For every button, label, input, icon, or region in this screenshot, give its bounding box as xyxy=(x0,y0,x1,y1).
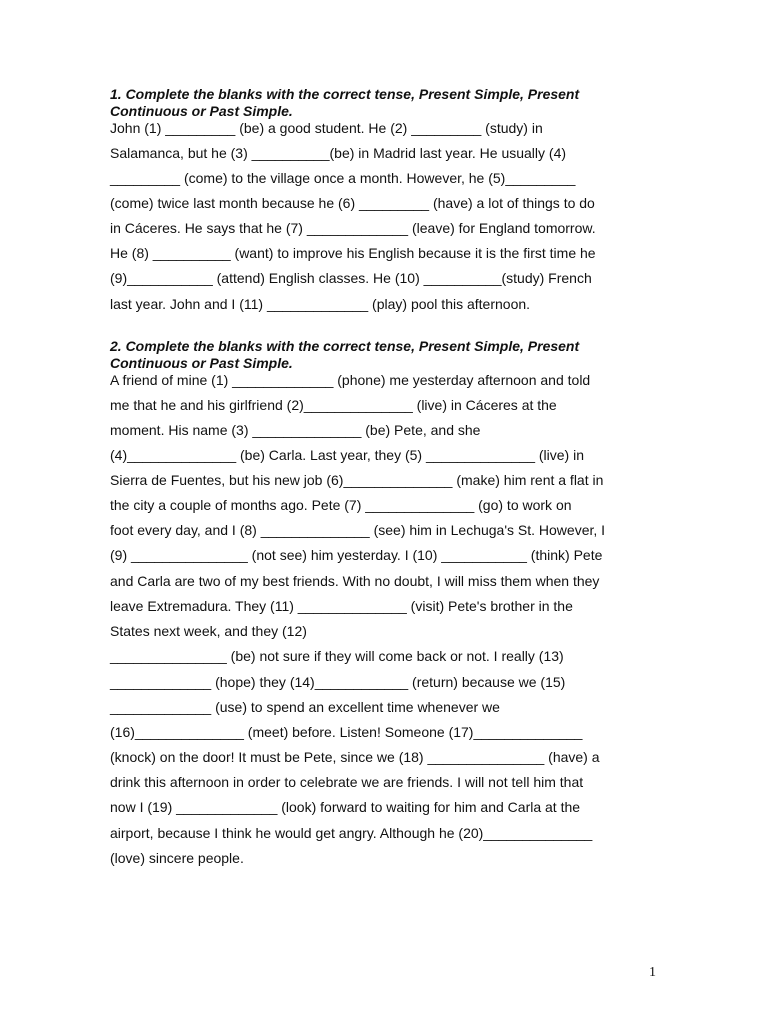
exercise-1-line: Salamanca, but he (3) __________(be) in Madrid last year. He usually (4) xyxy=(110,145,567,161)
exercise-2-line: (16)______________ (meet) before. Listen! Someone (17)______________ xyxy=(110,724,583,740)
exercise-2-line: me that he and his girlfriend (2)______________ (live) in Cáceres at the xyxy=(110,397,557,413)
exercise-1-line: He (8) __________ (want) to improve his English because it is the first time he xyxy=(110,245,596,261)
exercise-2-line: leave Extremadura. They (11) ______________ (visit) Pete's brother in the xyxy=(110,598,573,614)
exercise-1-heading-line-2: Continuous or Past Simple. xyxy=(110,103,293,119)
exercise-2-line: now I (19) _____________ (look) forward to waiting for him and Carla at the xyxy=(110,799,581,815)
exercise-2-line: A friend of mine (1) _____________ (phone) me yesterday afternoon and told xyxy=(110,372,591,388)
exercise-2-line: _______________ (be) not sure if they will come back or not. I really (13) xyxy=(110,648,564,664)
exercise-2-line: drink this afternoon in order to celebrate we are friends. I will not tell him that xyxy=(110,774,584,790)
exercise-2-line: airport, because I think he would get angry. Although he (20)______________ xyxy=(110,825,593,841)
exercise-2-line: States next week, and they (12) xyxy=(110,623,307,639)
exercise-2-line: (9) _______________ (not see) him yesterday. I (10) ___________ (think) Pete xyxy=(110,547,603,563)
page-number: 1 xyxy=(649,965,656,980)
exercise-2-line: (love) sincere people. xyxy=(110,850,244,866)
exercise-2-line: and Carla are two of my best friends. With no doubt, I will miss them when they xyxy=(110,573,600,589)
exercise-2-line: _____________ (use) to spend an excellent time whenever we xyxy=(110,699,500,715)
exercise-2-line: _____________ (hope) they (14)____________ (return) because we (15) xyxy=(110,674,566,690)
exercise-1-line: (come) twice last month because he (6) _________ (have) a lot of things to do xyxy=(110,195,595,211)
exercise-2-heading-line-2: Continuous or Past Simple. xyxy=(110,355,293,371)
exercise-1-heading-line-1: 1. Complete the blanks with the correct tense, Present Simple, Present xyxy=(110,86,580,102)
exercise-2-line: Sierra de Fuentes, but his new job (6)______________ (make) him rent a flat in xyxy=(110,472,604,488)
exercise-2-heading-line-1: 2. Complete the blanks with the correct tense, Present Simple, Present xyxy=(110,338,580,354)
exercise-1-line: in Cáceres. He says that he (7) _____________ (leave) for England tomorrow. xyxy=(110,220,596,236)
exercise-1-line: last year. John and I (11) _____________ (play) pool this afternoon. xyxy=(110,296,531,312)
exercise-2-line: foot every day, and I (8) ______________ (see) him in Lechuga's St. However, I xyxy=(110,522,606,538)
exercise-2-line: moment. His name (3) ______________ (be) Pete, and she xyxy=(110,422,481,438)
exercise-1-line: _________ (come) to the village once a month. However, he (5)_________ xyxy=(110,170,576,186)
exercise-2-line: (4)______________ (be) Carla. Last year, they (5) ______________ (live) in xyxy=(110,447,584,463)
exercise-1-line: (9)___________ (attend) English classes. He (10) __________(study) French xyxy=(110,270,592,286)
exercise-1-line: John (1) _________ (be) a good student. He (2) _________ (study) in xyxy=(110,120,543,136)
exercise-2-line: (knock) on the door! It must be Pete, since we (18) _______________ (have) a xyxy=(110,749,600,765)
exercise-2-line: the city a couple of months ago. Pete (7) ______________ (go) to work on xyxy=(110,497,572,513)
